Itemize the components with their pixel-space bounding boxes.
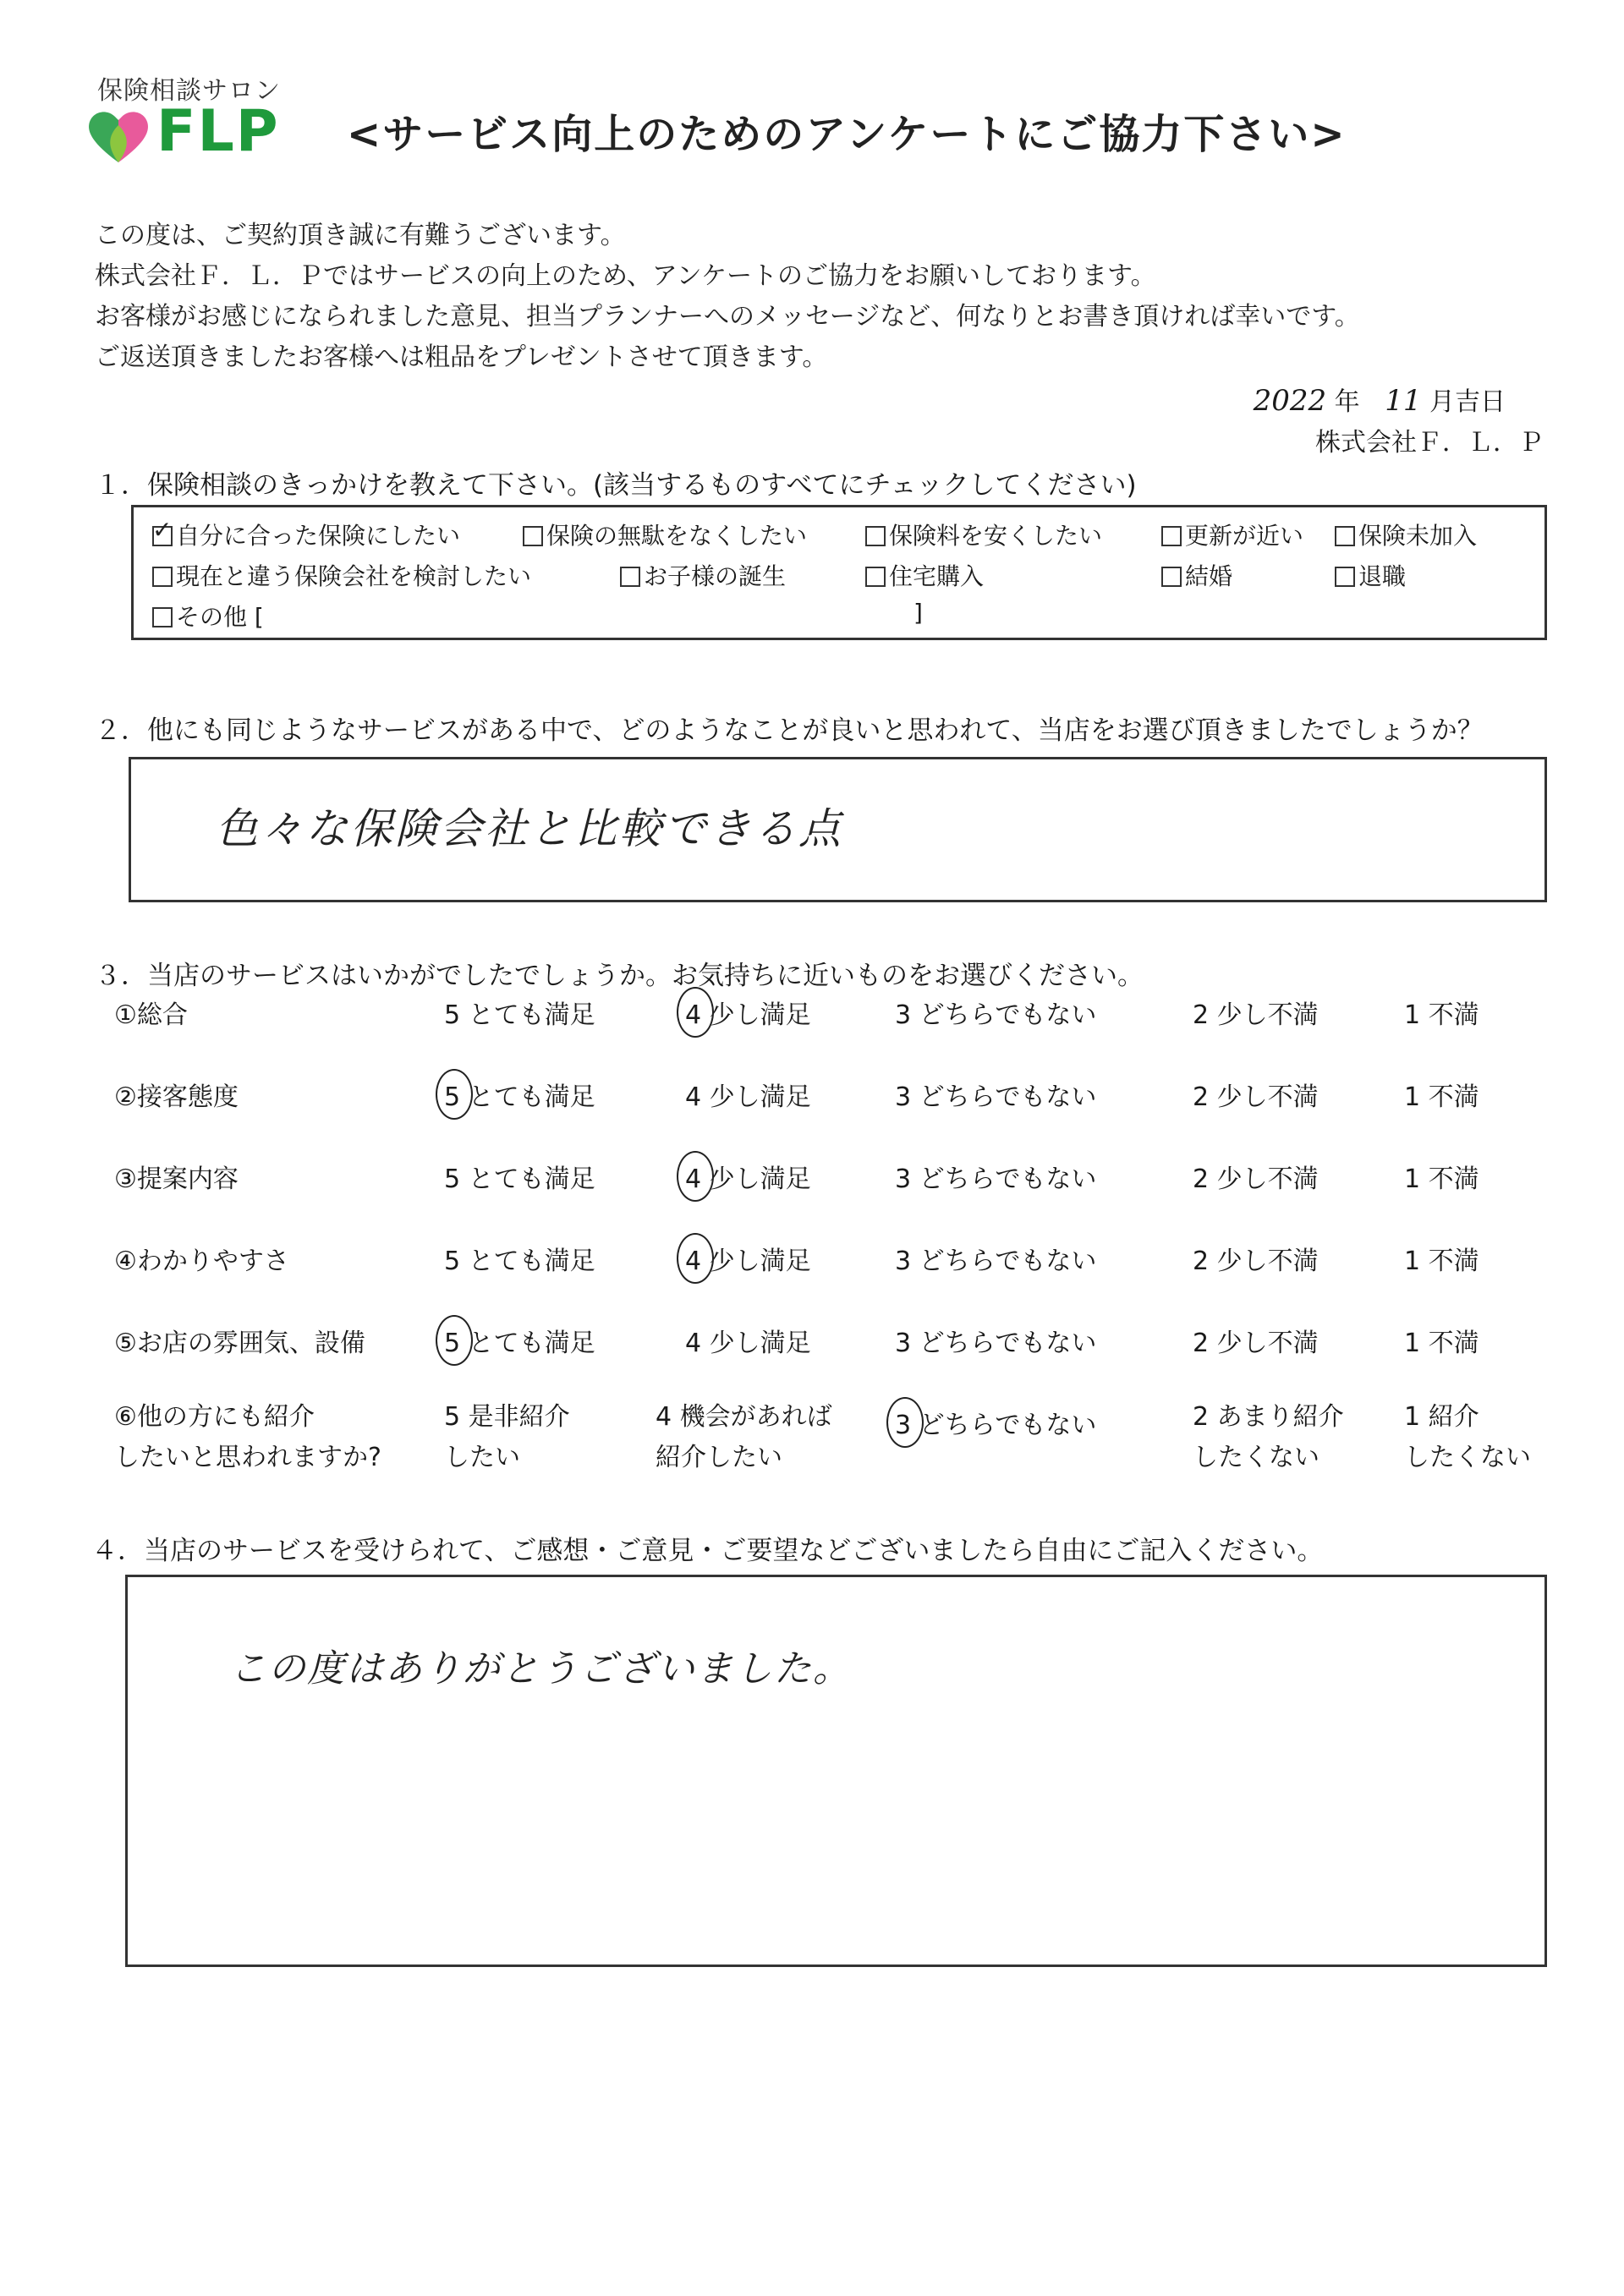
option-label: 住宅購入 (889, 562, 985, 590)
rating-row-label: ④わかりやすさ (114, 1247, 289, 1276)
choice-line: 5 是非紹介 (444, 1402, 570, 1432)
choice-line: 2 あまり紹介 (1193, 1402, 1344, 1432)
choice-line: したくない (1404, 1443, 1531, 1472)
intro-line: 株式会社Ｆ．Ｌ．Ｐではサービスの向上のため、アンケートのご協力をお願いしております。 (95, 261, 1156, 291)
option-label: お子様の誕生 (644, 562, 787, 590)
q4-question: ４．当店のサービスを受けられて、ご感想・ご意見・ご要望などございましたら自由にご記入ください。 (91, 1536, 1324, 1566)
rating-choice[interactable]: 5 とても満足 (444, 1247, 595, 1276)
rating-choice[interactable] (444, 1397, 570, 1478)
rating-choice[interactable]: 1 不満 (1404, 1082, 1479, 1112)
rating-choice-selected[interactable]: 4 少し満足 (685, 1158, 811, 1195)
rating-choice[interactable] (1404, 1397, 1531, 1478)
rating-choice[interactable]: 2 少し不満 (1193, 1164, 1319, 1194)
rating-choice[interactable]: 2 少し不満 (1193, 1329, 1319, 1358)
rating-choice[interactable]: 5 とても満足 (444, 1000, 595, 1030)
rating-choice[interactable] (656, 1397, 832, 1478)
rating-choice-selected[interactable]: 4 少し満足 (685, 1240, 811, 1277)
rating-choice[interactable]: 1 不満 (1404, 1000, 1479, 1030)
option-label: その他 [ (176, 603, 264, 631)
rating-choice[interactable]: 1 不満 (1404, 1247, 1479, 1276)
option-label: 保険の無駄をなくしたい (546, 522, 808, 550)
rating-choice[interactable]: 4 少し満足 (685, 1082, 811, 1112)
q3-question: ３．当店のサービスはいかがでしたでしょうか。お気持ちに近いものをお選びください。 (95, 961, 1144, 991)
rating-choice-selected[interactable]: 3 どちらでもない (895, 1404, 1096, 1441)
rating-choice[interactable]: 2 少し不満 (1193, 1082, 1319, 1112)
rating-choice[interactable]: 3 どちらでもない (895, 1000, 1097, 1030)
rating-row-label: ③提案内容 (114, 1164, 239, 1194)
option-label: 結婚 (1185, 562, 1233, 590)
rating-choice[interactable]: 5 とても満足 (444, 1164, 595, 1194)
rating-choice[interactable]: 2 少し不満 (1193, 1000, 1319, 1030)
q2-question: ２．他にも同じようなサービスがある中で、どのようなことが良いと思われて、当店をお選び頂きましたでしょうか？ (95, 715, 1484, 746)
row-label-line: ⑥他の方にも紹介 (114, 1402, 315, 1432)
q1-other-close: ] (914, 599, 923, 627)
row-label-line: したいと思われますか? (114, 1443, 381, 1472)
logo-name: FLP (156, 98, 280, 165)
rating-row-label: ⑤お店の雰囲気、設備 (114, 1329, 365, 1358)
rating-choice-selected[interactable]: 5 とても満足 (444, 1322, 595, 1359)
option-label: 自分に合った保険にしたい (176, 522, 461, 550)
rating-choice[interactable]: 3 どちらでもない (895, 1247, 1097, 1276)
q4-answer: この度はありがとうございました。 (229, 1647, 852, 1690)
logo-tagline: 保険相談サロン (97, 76, 281, 106)
date-month: 11 (1385, 384, 1422, 418)
rating-choice-selected[interactable]: 4 少し満足 (685, 994, 811, 1031)
option-label: 保険未加入 (1358, 522, 1478, 550)
date-year: 2022 (1253, 384, 1327, 418)
rating-row-label: ①総合 (114, 1000, 188, 1030)
choice-line: したい (444, 1443, 520, 1472)
q4-answer-box[interactable] (125, 1575, 1547, 1967)
option-label: 保険料を安くしたい (889, 522, 1103, 550)
rating-choice[interactable]: 3 どちらでもない (895, 1164, 1097, 1194)
page-title: <サービス向上のためのアンケートにご協力下さい> (347, 111, 1347, 158)
rating-choice[interactable]: 1 不満 (1404, 1329, 1479, 1358)
intro-line: ご返送頂きましたお客様へは粗品をプレゼントさせて頂きます。 (95, 342, 828, 372)
option-label: 現在と違う保険会社を検討したい (176, 562, 532, 590)
rating-choice[interactable]: 3 どちらでもない (895, 1082, 1097, 1112)
choice-line: したくない (1193, 1443, 1320, 1472)
option-label: 更新が近い (1185, 522, 1304, 550)
q2-answer: 色々な保険会社と比較できる点 (216, 804, 843, 853)
rating-choice[interactable]: 1 不満 (1404, 1164, 1479, 1194)
intro-line: この度は、ご契約頂き誠に有難うございます。 (95, 221, 626, 250)
rating-choice[interactable]: 4 少し満足 (685, 1329, 811, 1358)
rating-choice[interactable]: 2 少し不満 (1193, 1247, 1319, 1276)
choice-line: 紹介したい (656, 1443, 782, 1472)
rating-choice[interactable]: 3 どちらでもない (895, 1329, 1097, 1358)
q1-question: １．保険相談のきっかけを教えて下さい。(該当するものすべてにチェックしてください) (95, 470, 1137, 501)
rating-row-label: ②接客態度 (114, 1082, 239, 1112)
choice-line: 4 機会があれば (656, 1402, 832, 1432)
choice-line: 1 紹介 (1404, 1402, 1479, 1432)
rating-choice[interactable] (1193, 1397, 1344, 1478)
date-year-label: 年 (1334, 387, 1360, 417)
rating-row-label (114, 1397, 381, 1478)
intro-line: お客様がお感じになられました意見、担当プランナーへのメッセージなど、何なりとお書き頂ければ幸いです。 (95, 302, 1360, 332)
option-label: 退職 (1358, 562, 1407, 590)
rating-choice-selected[interactable]: 5 とても満足 (444, 1076, 595, 1113)
company-name: 株式会社Ｆ．Ｌ．Ｐ (1315, 428, 1544, 458)
date-month-label: 月吉日 (1429, 387, 1506, 417)
